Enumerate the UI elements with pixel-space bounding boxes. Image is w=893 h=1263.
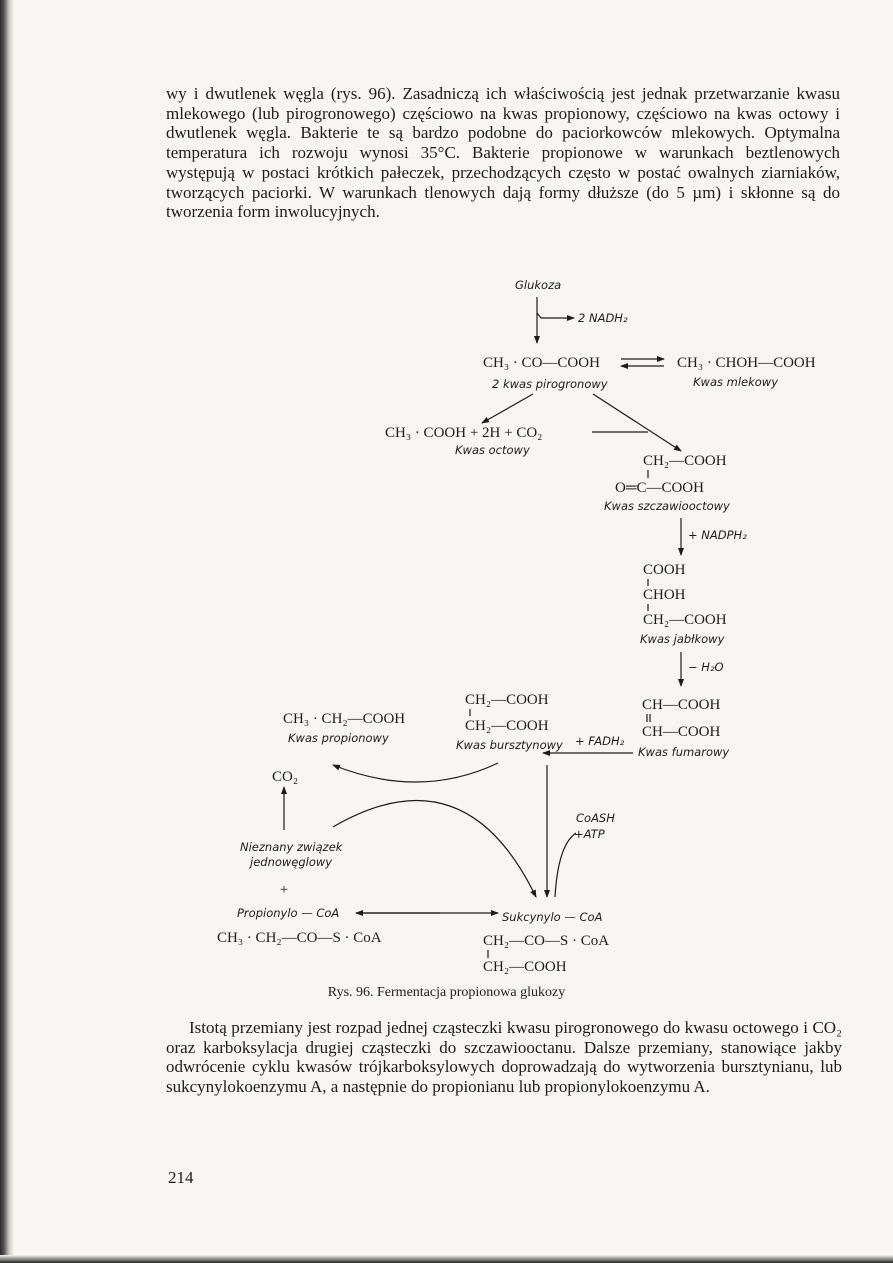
unknown-line2: jednowęglowy (250, 855, 333, 869)
fumarate-line1: CH—COOH (642, 697, 721, 713)
propionate-name: Kwas propionowy (288, 731, 389, 745)
glukoza-label: Glukoza (515, 278, 562, 292)
curve-to-succinyl (333, 801, 536, 897)
fadh2-label: + FADH₂ (575, 734, 625, 748)
nadh2-label: 2 NADH₂ (578, 311, 628, 325)
malate-line2: CHOH (643, 587, 686, 603)
co2-label: CO₂ (272, 769, 299, 785)
succinyl-name: Sukcynylo — CoA (502, 910, 603, 924)
lactate-formula: CH₃ · CHOH—COOH (677, 355, 816, 371)
acetate-formula: CH₃ · COOH + 2H + CO₂ (385, 425, 543, 441)
succinate-line1: CH₂—COOH (465, 692, 549, 708)
pyruvate-to-oxaloacetate-arrow (593, 394, 681, 451)
paragraph-bottom: Istotą przemiany jest rozpad jednej cząsteczki kwasu pirogronowego do kwasu octowego i CO₂ oraz karboksylacja drugiej cząsteczki do szczawiooctanu. Dalsze przemiany, stanowiące jakby odwrócenie cyklu kwasów trójkarboksylowych doprowadzają do wytworzenia bursztynianu, lub sukcynylokoenzymu A, a następnie do propionianu lub propionylokoenzymu A. (166, 1018, 842, 1097)
succinate-line2: CH₂—COOH (465, 718, 549, 734)
plus-sign: + (279, 882, 289, 898)
lactate-name: Kwas mlekowy (693, 375, 779, 389)
coash-label: CoASH (576, 811, 615, 825)
nadph2-label: + NADPH₂ (688, 528, 747, 542)
h2o-label: − H₂O (688, 660, 724, 674)
oxaloacetate-name: Kwas szczawiooctowy (604, 499, 730, 513)
nadh2-arrow (537, 313, 574, 318)
pyruvate-to-acetate-arrow (482, 394, 533, 423)
page-number: 214 (168, 1168, 194, 1187)
propionyl-name: Propionylo — CoA (237, 906, 340, 920)
atp-label: +ATP (574, 827, 605, 841)
propionate-formula: CH₃ · CH₂—COOH (283, 711, 406, 727)
curve-to-propionate (333, 763, 498, 782)
fumarate-line2: CH—COOH (642, 724, 721, 740)
unknown-line1: Nieznany związek (240, 840, 343, 854)
oxaloacetate-line1: CH₂—COOH (643, 453, 727, 469)
oxaloacetate-line2: O═C—COOH (615, 480, 704, 496)
succinyl-line2: CH₂—COOH (483, 959, 567, 975)
acetate-name: Kwas octowy (455, 443, 530, 457)
malate-line1: COOH (643, 562, 686, 578)
pyruvate-name: 2 kwas pirogronowy (492, 377, 608, 391)
succinate-name: Kwas bursztynowy (456, 738, 563, 752)
malate-name: Kwas jabłkowy (640, 632, 725, 646)
malate-line3: CH₂—COOH (643, 612, 727, 628)
figure-caption: Rys. 96. Fermentacja propionowa glukozy (327, 985, 566, 1000)
paragraph-top: wy i dwutlenek węgla (rys. 96). Zasadniczą ich właściwością jest jednak przetwarzanie kwasu mlekowego (lub pirogronowego) częściowo na kwas propionowy, częściowo na kwas octowy i dwutlenek węgla. Bakterie te są bardzo podobne do paciorkowców mlekowych. Optymalna temperatura ich rozwoju wynosi 35°C. Bakterie propionowe w warunkach beztlenowych występują w postaci krótkich pałeczek, przechodzących często w postać owalnych ziarniaków, tworzących paciorki. W warunkach tlenowych dają formy dłuższe (do 5 µm) i skłonne są do tworzenia form inwolucyjnych. (166, 84, 840, 222)
pyruvate-formula: CH₃ · CO—COOH (483, 355, 600, 371)
propionyl-formula: CH₃ · CH₂—CO—S · CoA (217, 930, 382, 946)
succinyl-line1: CH₂—CO—S · CoA (483, 933, 610, 949)
fumarate-name: Kwas fumarowy (638, 745, 730, 759)
coash-atp-feed (555, 833, 576, 897)
